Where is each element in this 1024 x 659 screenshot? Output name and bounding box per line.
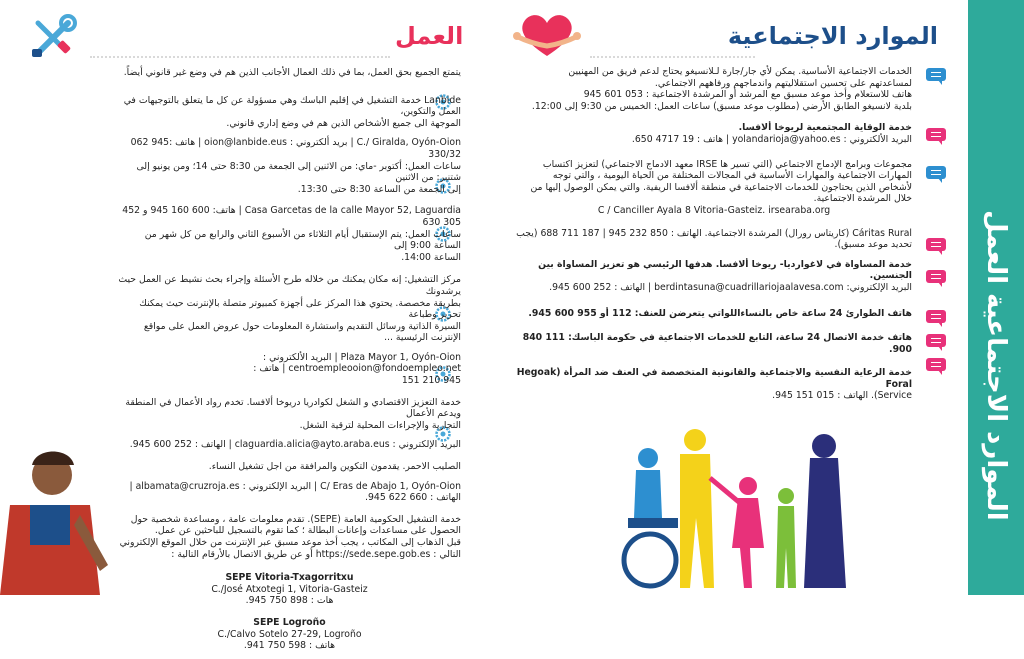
office-phone: هات : 898 750 945. bbox=[245, 595, 334, 607]
entry-line: البريد الألكتروني : yolandarioja@yahoo.es | هاتف : 19 4717 650. bbox=[631, 133, 912, 145]
family-illustration bbox=[600, 418, 850, 590]
entry-line: Lanbide خدمة التشغيل في إقليم الباسك وهي مسؤولة عن كل ما يتعلق بالتوجيهات في العمل والتكوين، bbox=[123, 94, 461, 118]
entry-line: مجموعات وبرامج الإدماج الاجتماعي (التي تسير ها IRSE معهد الادماج الاجتماعي) لتعزيز اكتساب bbox=[542, 158, 912, 170]
list-item bbox=[516, 332, 912, 355]
divider bbox=[590, 56, 755, 58]
entry-line: المهارات الاجتماعية والمهارات الأساسية في المجالات المختلفة من الحياة اليومية ، والتي توجه bbox=[552, 170, 912, 182]
chat-icon bbox=[926, 128, 946, 141]
divider bbox=[90, 56, 390, 58]
entry-line: السيرة الذاتية ورسائل التقديم واستشارة المعلومات حول عروض العمل على مواقع الإنترنت الرئيسية ... bbox=[143, 320, 461, 344]
tools-icon bbox=[30, 15, 76, 61]
entry-line: خدمة التشغيل الحكومية العامة (SEPE). تقدم معلومات عامة ، ومساعدة شخصية حول bbox=[130, 513, 461, 525]
list-item bbox=[516, 259, 912, 294]
entry-line: الخدمات الاجتماعية الأساسية. يمكن لأي جار/جارة لـلانسيغو يحتاج لدعم فريق من المهنيين bbox=[568, 66, 912, 77]
entry-line: هاتف للاستعلام وأخذ موعد مسبق مع المرشد أو المرشدة الاجتماعية : 053 601 945 bbox=[583, 89, 912, 101]
work-intro: يتمتع الجميع بحق العمل، بما في ذلك العمال الأجانب الذين هم في وضع غير قانوني أيضاً. bbox=[123, 67, 461, 78]
entry-line: لمساعدتهم على تحسين استقلاليتهم واندماجهم ورفاههم الاجتماعي. bbox=[654, 77, 912, 89]
entry-line: ساعات العمل: يتم الإستقبال أيام الثلاثاء من الأسبوع الثاني والرابع من كل شهر من الساعة 9:00 إلى bbox=[144, 228, 461, 252]
office-name: SEPE Vitoria-Txagorritxu bbox=[225, 572, 354, 584]
office-phone: هاتف : 598 750 941. bbox=[243, 640, 336, 652]
sidebar-label: الموارد الاجتماعية العمل bbox=[981, 209, 1011, 521]
page-title-social-resources: الموارد الاجتماعية bbox=[727, 22, 938, 50]
list-item bbox=[516, 308, 912, 320]
social-resources-column bbox=[516, 66, 912, 409]
entry-line: Casa Garcetas de la calle Mayor 52, Laguardia | هاتف: 600 160 945 و 452 305 630 bbox=[122, 205, 461, 228]
chat-icon bbox=[926, 358, 946, 371]
entry-line: C / Canciller Ayala 8 Vitoria-Gasteiz. irsearaba.org bbox=[597, 204, 831, 216]
entry-line: الصليب الاحمر. يقدمون التكوين والمرافقة من اجل تشغيل النساء. bbox=[208, 461, 461, 473]
entry-line: التجارية والإجراءات المحلية لترقية الشغل. bbox=[299, 419, 461, 431]
list-item bbox=[516, 122, 912, 145]
entry-line: ساعات العمل: أكتوبر -ماي: من الاثنين إلى الجمعة من 8:30 حتى 14؛ ومن يونيو إلى شتنبر: من الاثنين bbox=[136, 160, 461, 184]
entry-line: الموجهة الى جميع الأشخاص الذين هم في وضع إداري قانوني. bbox=[226, 117, 461, 129]
list-item bbox=[118, 397, 461, 451]
entry-line: تحديد موعد مسبق). bbox=[834, 239, 912, 251]
work-column bbox=[118, 67, 461, 659]
entry-line: Cáritas Rural (كاريتاس رورال) المرشدة الاجتماعية. الهاتف : 850 232 945 | 187 711 688 (يجب bbox=[516, 227, 912, 239]
entry-line: لأشخاص الذين يحتاجون للخدمات الاجتماعية في منطقة ألافسا الريفية. والتي يمكن الوصول إليها من bbox=[530, 181, 912, 193]
entry-line: C/ Eras de Abajo 1, Oyón-Oion | البريد الإلكتروني : albamata@cruzroja.es | bbox=[129, 480, 461, 492]
chat-icon bbox=[926, 334, 946, 347]
entry-line: هاتف خدمة الاتصال 24 ساعة، التابع للخدمات الاجتماعية في حكومة الباسك: 111 840 900. bbox=[522, 332, 912, 355]
entry-line: التالي : https://sede.sepe.gob.es أو عن طريق الاتصال بالأرقام التالية : bbox=[171, 548, 461, 560]
chat-icon bbox=[926, 166, 946, 179]
entry-line: C./ Giralda, Oyón-Oion | بريد ألكتروني : oion@lanbide.eus | هاتف :945 062 330/32 bbox=[130, 137, 461, 160]
list-item bbox=[118, 274, 461, 386]
list-item bbox=[516, 228, 912, 251]
sidebar bbox=[968, 0, 1024, 595]
office-name: SEPE Logroño bbox=[253, 616, 326, 628]
office-card bbox=[118, 572, 461, 607]
list-item bbox=[516, 159, 912, 217]
list-item bbox=[118, 514, 461, 560]
entry-line: Service). الهاتف : 015 151 945. bbox=[772, 390, 912, 402]
office-card bbox=[118, 617, 461, 652]
entry-line: بلدية لانسيغو الطابق الأرضي (مطلوب موعد مسبق) ساعات العمل: الخميس من 9:30 إلى 12:00. bbox=[531, 100, 912, 112]
chat-icon bbox=[926, 310, 946, 323]
chat-icon bbox=[926, 68, 946, 81]
entry-line: الهاتف : 660 622 945. bbox=[365, 492, 461, 504]
entry-line: 945 210 151 bbox=[401, 375, 461, 387]
entry-line: بطريقة مخصصة. يحتوي هذا المركز على أجهزة كمبيوتر متصلة بالإنترنت حيث يمكنك تحرير وطباعة bbox=[139, 297, 461, 321]
entry-line: خلال المرشدة الاجتماعية. bbox=[813, 193, 912, 205]
office-address: C./Calvo Sotelo 27-29, Logroño bbox=[217, 628, 362, 640]
list-item bbox=[118, 95, 461, 196]
office-address: C./José Atxotegi 1, Vitoria-Gasteiz bbox=[211, 583, 368, 595]
entry-line: البريد الإلكتروني : claguardia.alicia@ayto.araba.eus | الهاتف : 252 600 945. bbox=[129, 439, 461, 451]
entry-line: خدمة التعزيز الاقتصادي و الشغل لكوادريا دريوخا ألافسا. تخدم رواد الأعمال في المنطقة ويدعم الأعمال bbox=[125, 396, 461, 420]
list-item bbox=[118, 205, 461, 263]
page-title-work: العمل bbox=[395, 22, 464, 50]
worker-illustration bbox=[0, 445, 110, 595]
entry-line: خدمة الرعاية النفسية والاجتماعية والقانونية المتخصصة في العنف ضد المرأة (Hegoak Foral bbox=[516, 367, 912, 390]
entry-line: Plaza Mayor 1, Oyón-Oion | البريد الألكتروني : centroempleooion@fondoempleo.net | هاتف : bbox=[253, 351, 461, 375]
entry-line: إلى الجمعة من الساعة 8:30 حتى 13:30. bbox=[297, 183, 461, 195]
entry-line: خدمة الوقاية المجتمعية لريوخا ألافسا. bbox=[738, 122, 912, 134]
chat-icon bbox=[926, 238, 946, 251]
entry-line: هاتف الطوارئ 24 ساعة خاص بالنساءاللواتي يتعرضن للعنف: 112 أو 955 600 945. bbox=[528, 307, 912, 319]
list-item bbox=[516, 367, 912, 402]
list-item bbox=[118, 461, 461, 504]
chat-icon bbox=[926, 270, 946, 283]
entry-line: الحصول على مساعدات وإعانات البطالة ؛ كما تقوم بالتسجيل للباحثين عن عمل. bbox=[154, 525, 461, 537]
heart-hug-icon bbox=[512, 10, 582, 60]
entry-line: الساعة 14:00. bbox=[401, 251, 461, 263]
entry-line: قبل الذهاب إلى المكاتب ، يجب أخذ موعد مسبق عبر الإنترنت من خلال الموقع الإلكتروني bbox=[119, 537, 461, 548]
list-item bbox=[516, 66, 912, 112]
entry-line: خدمة المساواة في لاغوارديا- ريوخا ألافسا. هدفها الرئيسي هو تعزيز المساواة بين الجنسين. bbox=[538, 258, 912, 282]
entry-line: البريد الإلكتروني: berdintasuna@cuadrillariojaalavesa.com | الهاتف : 252 600 945. bbox=[549, 281, 912, 293]
entry-line: مركز التشغيل: إنه مكان يمكنك من خلاله طرح الأسئلة وإجراء بحث نشيط عن العمل حيث يرشدونك bbox=[118, 274, 461, 297]
